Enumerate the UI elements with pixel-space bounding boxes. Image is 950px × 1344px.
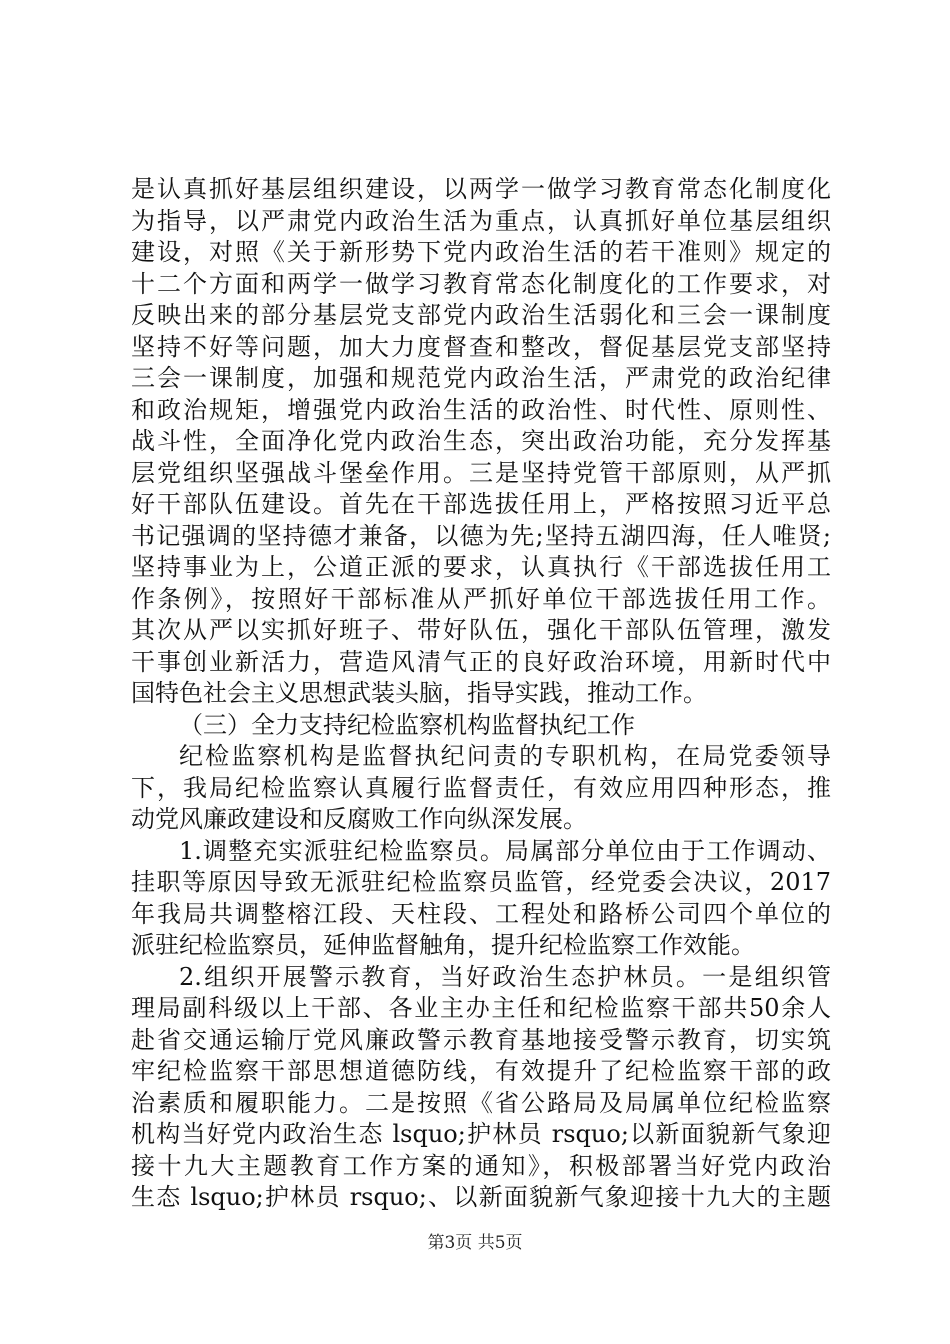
text-line: 机构当好党内政治生态 lsquo;护林员 rsquo;以新面貌新气象迎 bbox=[131, 1120, 831, 1148]
text-line: 坚持不好等问题，加大力度督查和整改，督促基层党支部坚持 bbox=[131, 332, 831, 361]
text-line: 为指导，以严肃党内政治生活为重点，认真抓好单位基层组织 bbox=[131, 206, 831, 235]
text-line: 治素质和履职能力。二是按照《省公路局及局属单位纪检监察 bbox=[131, 1088, 831, 1117]
text-line: 战斗性，全面净化党内政治生态，突出政治功能，充分发挥基 bbox=[131, 427, 831, 455]
text-line: 好干部队伍建设。首先在干部选拔任用上，严格按照习近平总 bbox=[131, 490, 831, 518]
text-line: 纪检监察机构是监督执纪问责的专职机构，在局党委领导 bbox=[179, 742, 831, 770]
text-line: 牢纪检监察干部思想道德防线，有效提升了纪检监察干部的政 bbox=[131, 1057, 831, 1085]
text-line: 2.组织开展警示教育，当好政治生态护林员。一是组织管 bbox=[179, 962, 831, 991]
text-line: 三会一课制度，加强和规范党内政治生活，严肃党的政治纪律 bbox=[131, 364, 831, 392]
text-line: 其次从严以实抓好班子、带好队伍，强化干部队伍管理，激发 bbox=[131, 616, 831, 644]
text-line: 接十九大主题教育工作方案的通知》，积极部署当好党内政治 bbox=[131, 1151, 831, 1180]
text-line: 坚持事业为上，公道正派的要求，认真执行《干部选拔任用工 bbox=[131, 553, 831, 581]
text-line: 作条例》，按照好干部标准从严抓好单位干部选拔任用工作。 bbox=[131, 584, 831, 613]
text-line: 和政治规矩，增强党内政治生活的政治性、时代性、原则性、 bbox=[131, 395, 831, 424]
text-line: 层党组织坚强战斗堡垒作用。三是坚持党管干部原则，从严抓 bbox=[131, 458, 831, 487]
text-line: 1.调整充实派驻纪检监察员。局属部分单位由于工作调动、 bbox=[179, 836, 831, 865]
text-line: 建设，对照《关于新形势下党内政治生活的若干准则》规定的 bbox=[131, 238, 831, 266]
text-line: 干事创业新活力，营造风清气正的良好政治环境，用新时代中 bbox=[131, 647, 831, 676]
text-line: 挂职等原因导致无派驻纪检监察员监管，经党委会决议，2017 bbox=[131, 868, 831, 896]
text-line: 派驻纪检监察员，延伸监督触角，提升纪检监察工作效能。 bbox=[131, 931, 755, 959]
page-number-footer: 第3页 共5页 bbox=[427, 1233, 523, 1253]
section-heading: （三）全力支持纪检监察机构监督执纪工作 bbox=[179, 710, 635, 739]
text-line: 理局副科级以上干部、各业主办主任和纪检监察干部共50余人 bbox=[131, 994, 831, 1022]
text-line: 反映出来的部分基层党支部党内政治生活弱化和三会一课制度 bbox=[131, 301, 831, 329]
text-line: 国特色社会主义思想武装头脑，指导实践，推动工作。 bbox=[131, 679, 707, 707]
text-line: 年我局共调整榕江段、天柱段、工程处和路桥公司四个单位的 bbox=[131, 899, 831, 928]
text-line: 生态 lsquo;护林员 rsquo;、以新面貌新气象迎接十九大的主题 bbox=[131, 1183, 831, 1211]
text-line: 动党风廉政建设和反腐败工作向纵深发展。 bbox=[131, 805, 587, 833]
text-line: 下，我局纪检监察认真履行监督责任，有效应用四种形态，推 bbox=[131, 773, 831, 802]
text-line: 是认真抓好基层组织建设，以两学一做学习教育常态化制度化 bbox=[131, 175, 831, 203]
text-line: 十二个方面和两学一做学习教育常态化制度化的工作要求，对 bbox=[131, 269, 831, 298]
text-line: 赴省交通运输厅党风廉政警示教育基地接受警示教育，切实筑 bbox=[131, 1025, 831, 1054]
text-line: 书记强调的坚持德才兼备，以德为先;坚持五湖四海，任人唯贤; bbox=[131, 521, 831, 550]
